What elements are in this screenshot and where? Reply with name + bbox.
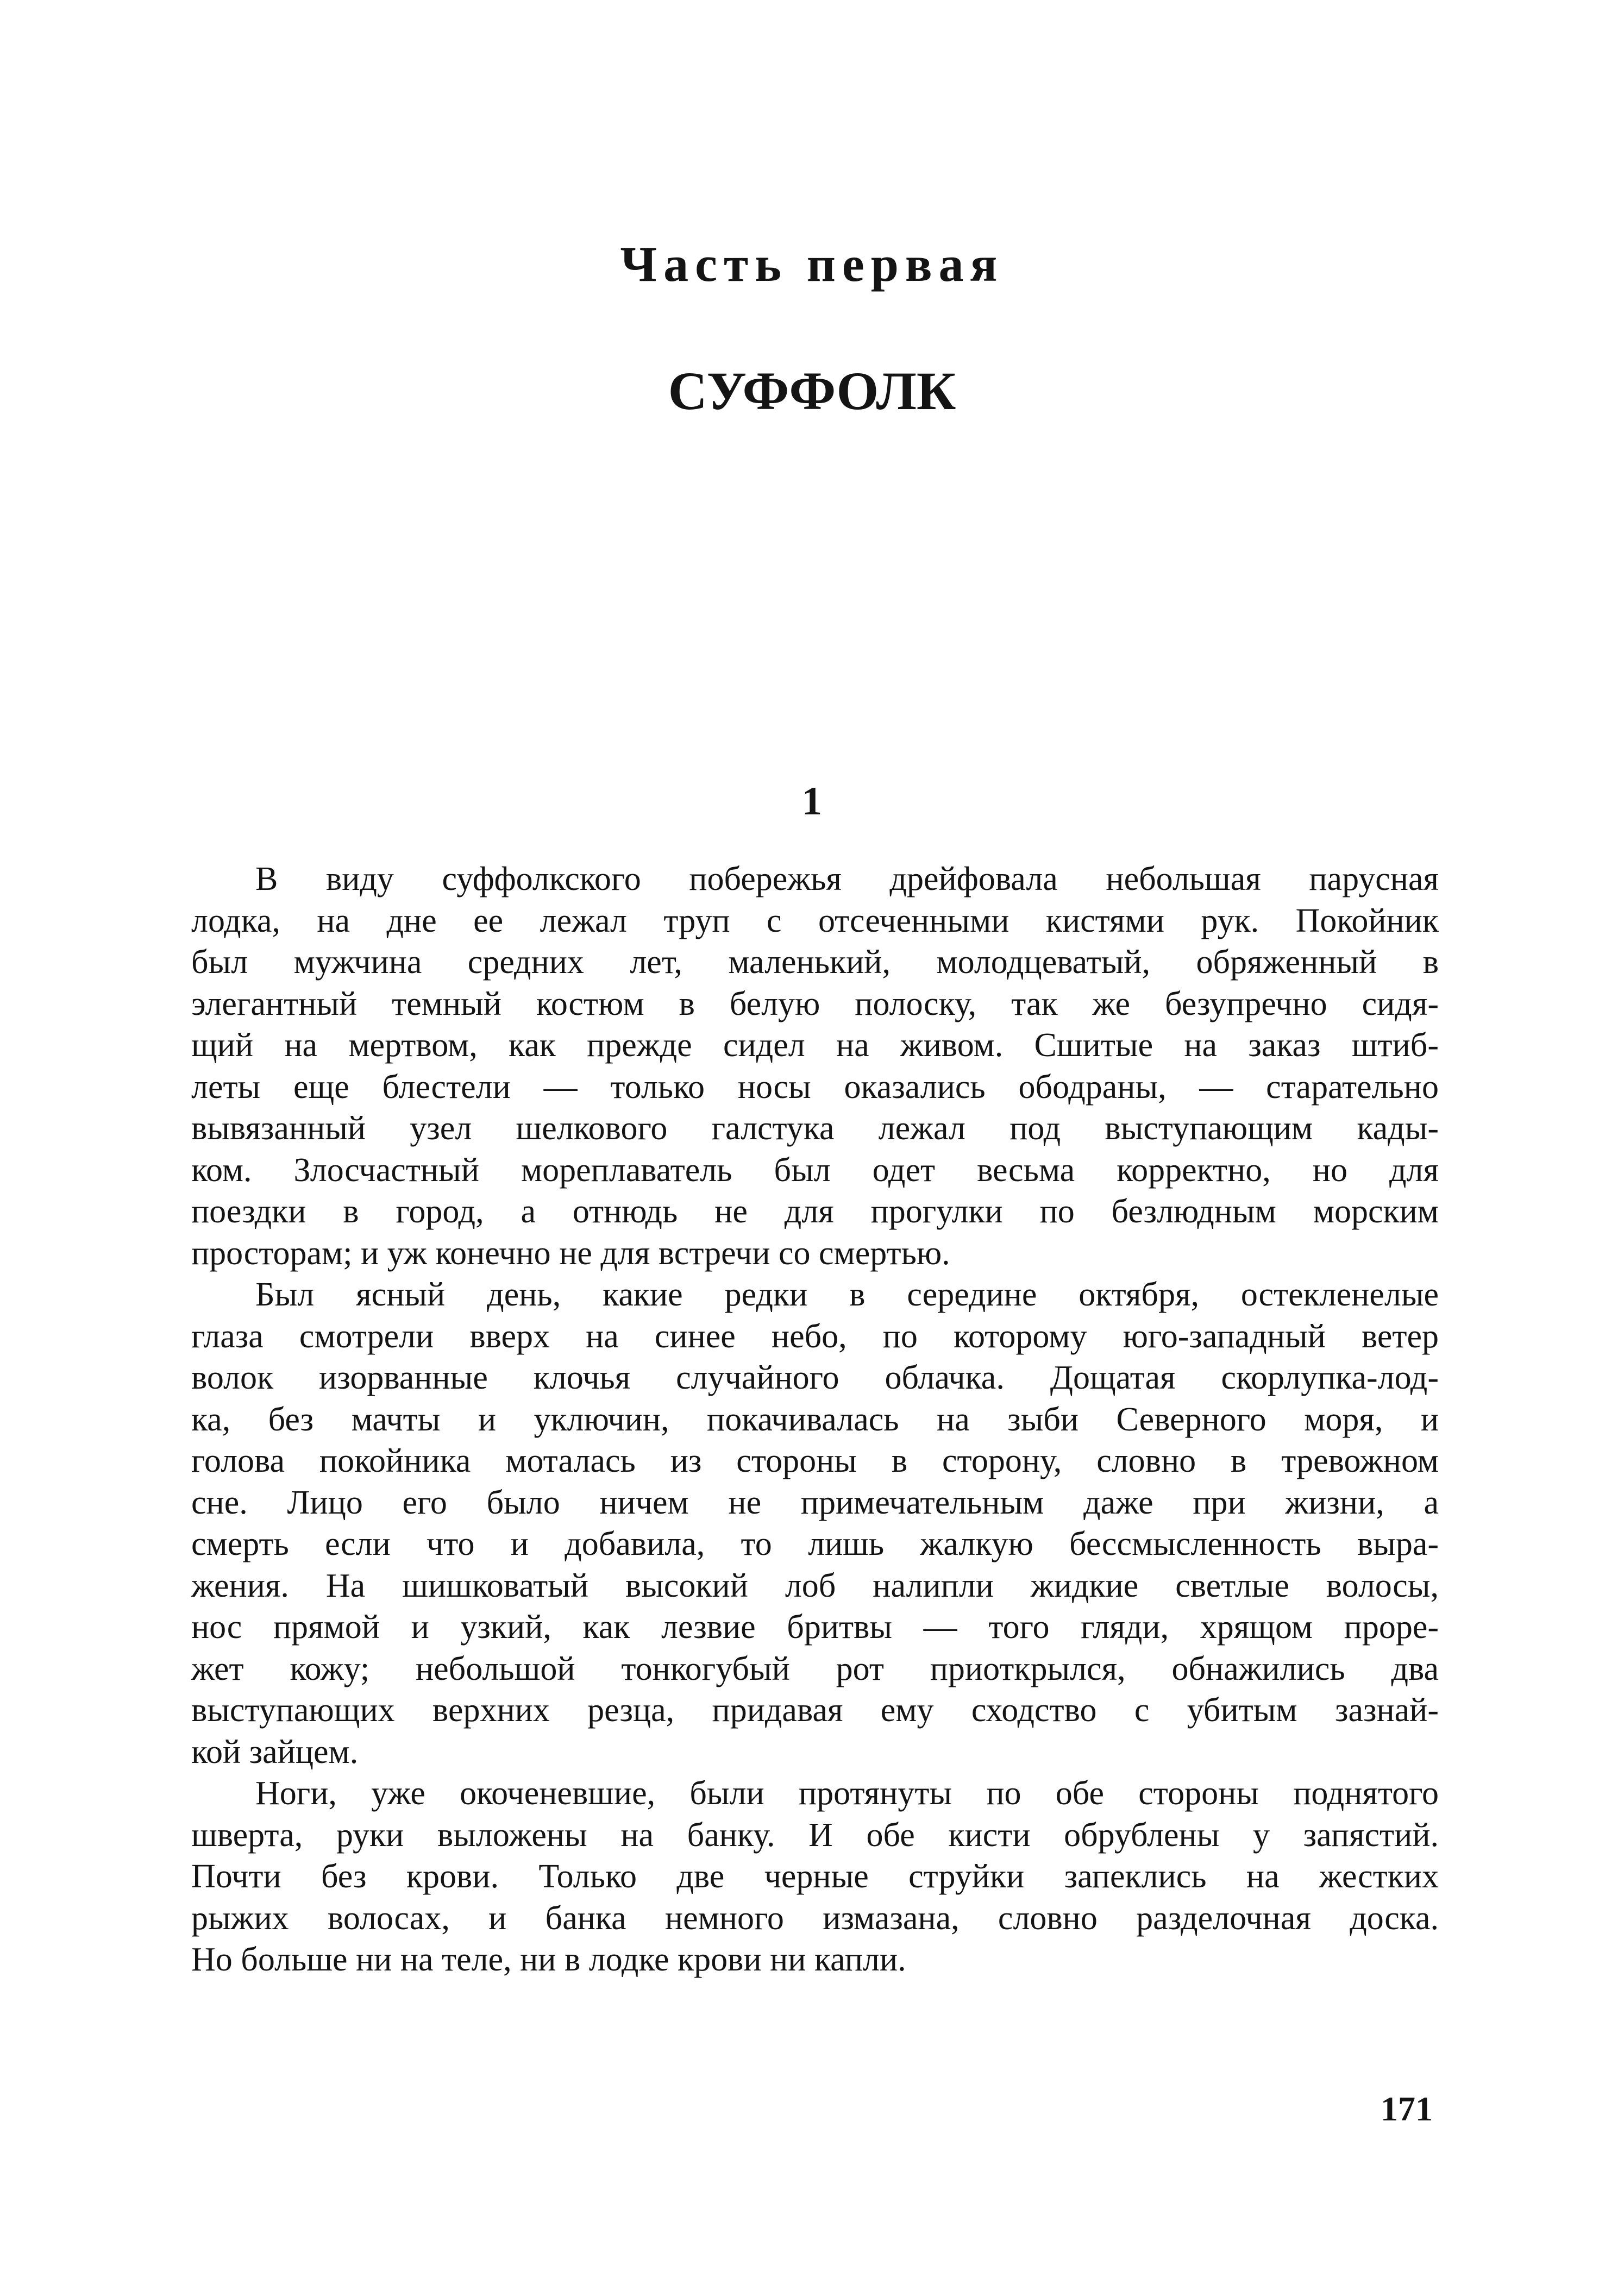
text-line: жет кожу; небольшой тонкогубый рот приоткрылся, обнажились два [191, 1650, 1439, 1687]
text-line: Был ясный день, какие редки в середине октября, остекленелые [255, 1276, 1439, 1313]
text-line: смерть если что и добавила, то лишь жалкую бессмысленность выра- [191, 1526, 1439, 1562]
text-line: кой зайцем. [191, 1733, 359, 1771]
text-line: голова покойника моталась из стороны в сторону, словно в тревожном [191, 1442, 1439, 1479]
text-line: жения. На шишковатый высокий лоб налипли жидкие светлые волосы, [191, 1567, 1439, 1604]
text-line: нос прямой и узкий, как лезвие бритвы — того гляди, хрящом проре- [191, 1609, 1439, 1646]
text-line: сне. Лицо его было ничем не примечательным даже при жизни, а [191, 1484, 1439, 1521]
book-title: СУФФОЛК [668, 361, 956, 421]
text-line: поездки в город, а отнюдь не для прогулки по безлюдным морским [191, 1193, 1439, 1230]
text-line: глаза смотрели вверх на синее небо, по которому юго-западный ветер [191, 1317, 1439, 1355]
part-title: Часть первая [620, 236, 1004, 292]
text-line: В виду суффолкского побережья дрейфовала небольшая парусная [255, 861, 1439, 897]
text-line: шверта, руки выложены на банку. И обе кисти обрублены у запястий. [191, 1816, 1439, 1854]
text-line: выступающих верхних резца, придавая ему сходство с убитым зазнай- [191, 1692, 1439, 1729]
text-line: леты еще блестели — только носы оказались ободраны, — старательно [191, 1068, 1439, 1106]
page-number: 171 [1381, 2089, 1433, 2128]
text-line: рыжих волосах, и банка немного измазана, словно разделочная доска. [191, 1899, 1439, 1937]
text-line: был мужчина средних лет, маленький, молодцеватый, обряженный в [191, 944, 1439, 981]
body-text [191, 858, 1439, 1981]
text-line: Но больше ни на теле, ни в лодке крови ни капли. [191, 1941, 906, 1978]
chapter-number: 1 [802, 779, 822, 824]
text-line: волок изорванные клочья случайного облачка. Дощатая скорлупка-лод- [191, 1359, 1439, 1396]
text-line: Ноги, уже окоченевшие, были протянуты по обе стороны поднятого [255, 1775, 1439, 1812]
text-line: щий на мертвом, как прежде сидел на живом. Сшитые на заказ штиб- [191, 1027, 1439, 1064]
text-line: лодка, на дне ее лежал труп с отсеченными кистями рук. Покойник [191, 902, 1439, 939]
text-line: ком. Злосчастный мореплаватель был одет весьма корректно, но для [191, 1151, 1439, 1189]
text-line: элегантный темный костюм в белую полоску, так же безупречно сидя- [191, 985, 1439, 1022]
text-line: ка, без мачты и уключин, покачивалась на зыби Северного моря, и [191, 1401, 1439, 1438]
text-line: вывязанный узел шелкового галстука лежал под выступающим кады- [191, 1110, 1439, 1147]
text-line: просторам; и уж конечно не для встречи со смертью. [191, 1234, 950, 1272]
text-line: Почти без крови. Только две черные струйки запеклись на жестких [191, 1858, 1439, 1895]
